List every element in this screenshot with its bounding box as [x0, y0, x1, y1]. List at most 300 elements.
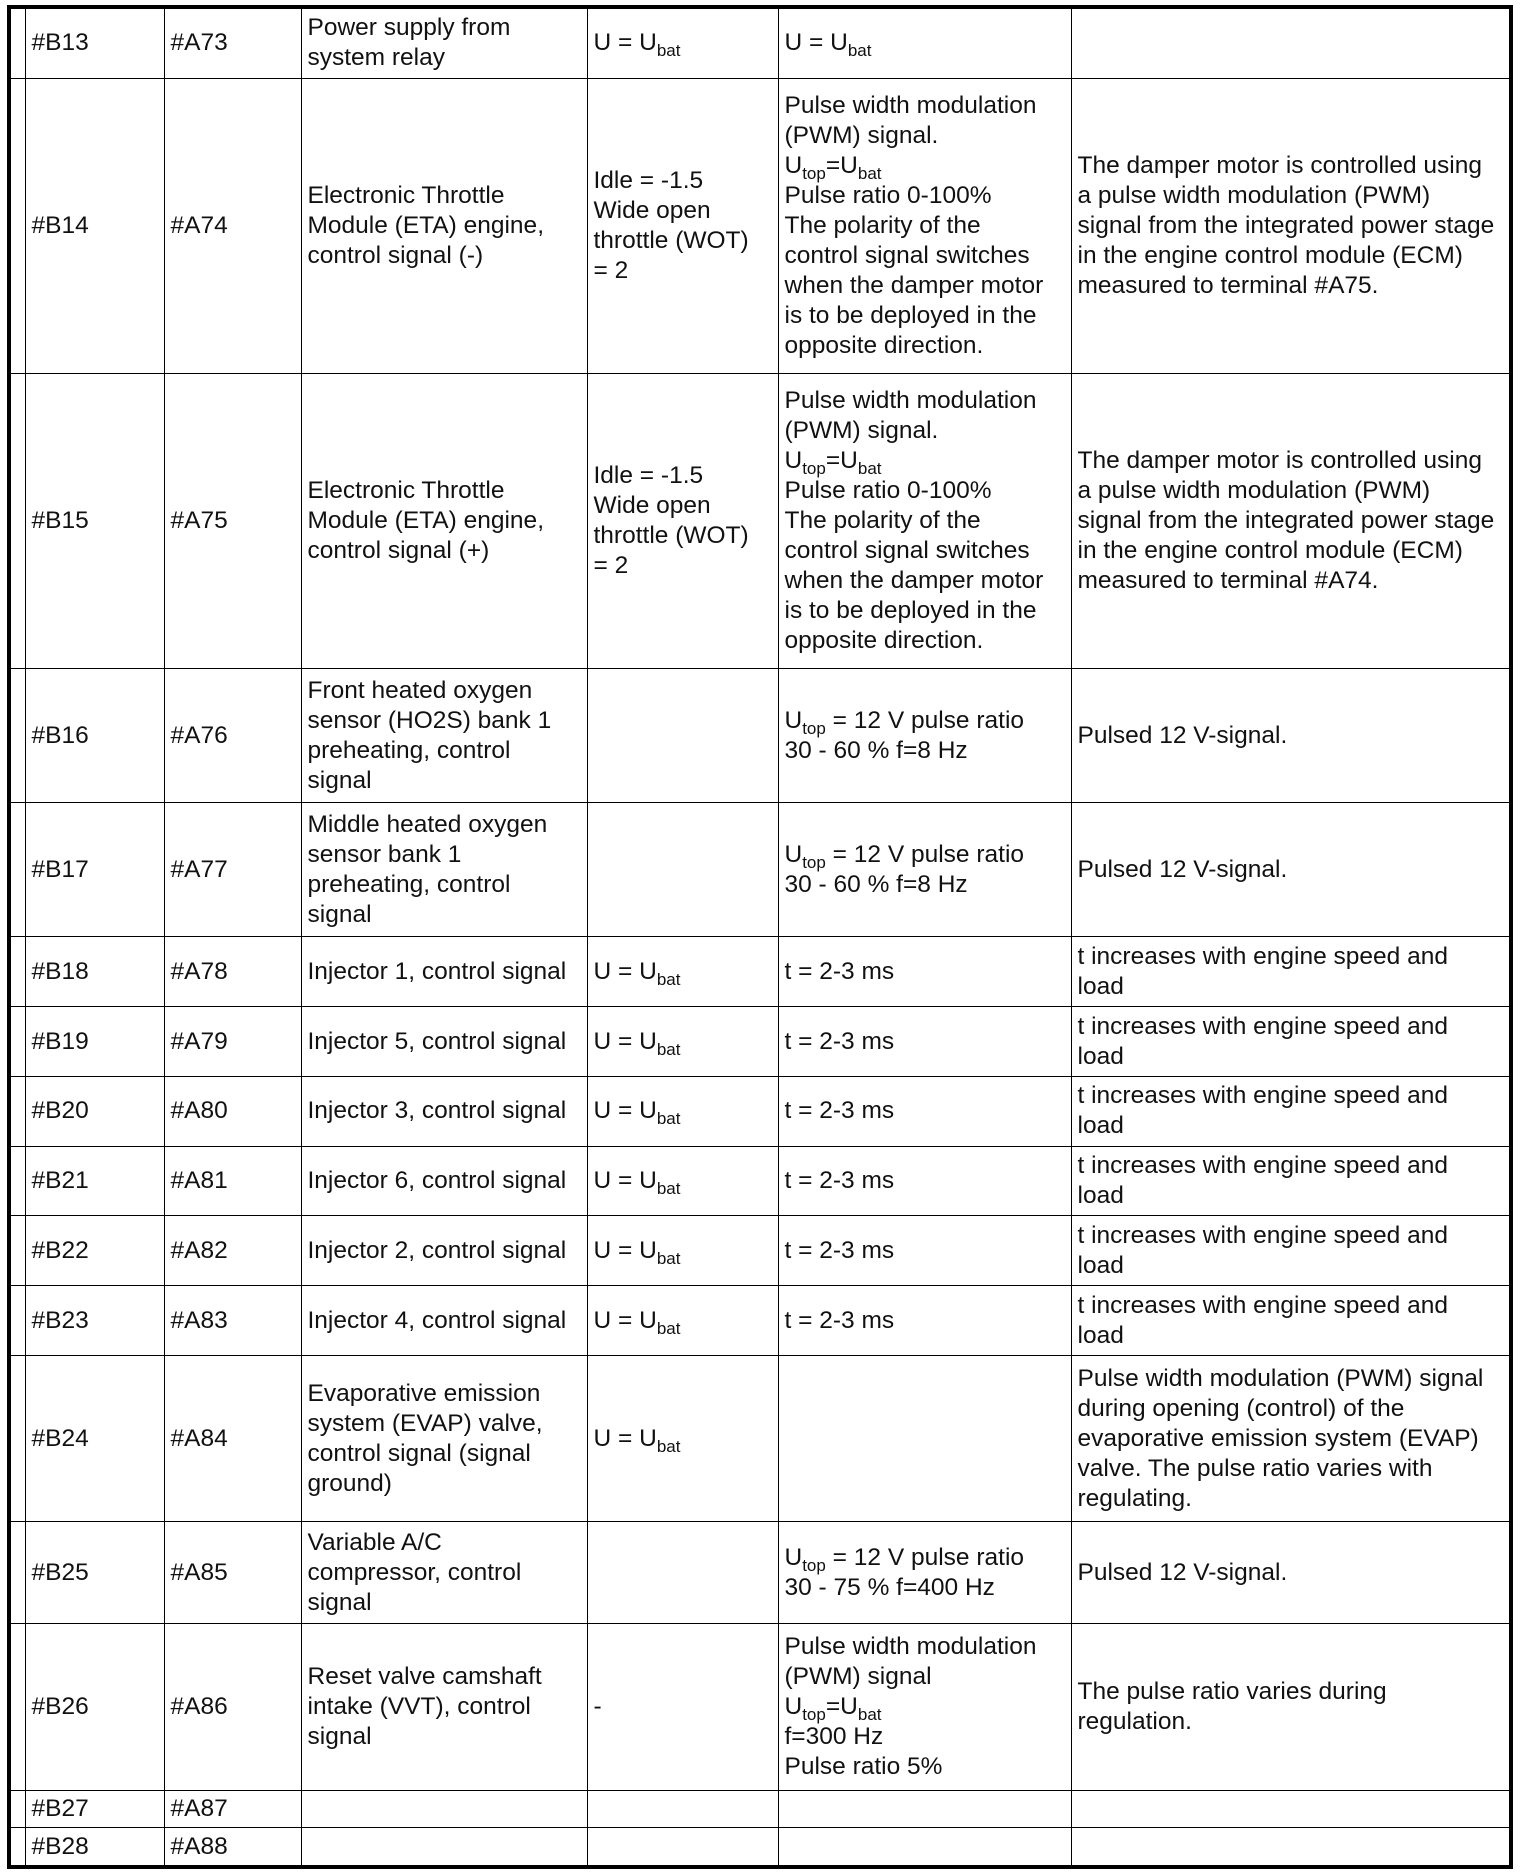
- description-line: Front heated oxygen: [307, 676, 533, 704]
- description-cell: [301, 1624, 587, 1790]
- pin-a-cell: #A87: [164, 1790, 301, 1828]
- text-run: Pulse ratio 5%: [784, 1752, 943, 1780]
- pin-b-cell: #B17: [25, 803, 164, 937]
- value-line: [594, 1027, 773, 1057]
- row-margin: [9, 78, 25, 373]
- description-cell: [301, 937, 587, 1007]
- table-row: [9, 7, 1511, 78]
- nominal-value-cell: [587, 1216, 778, 1286]
- value-line: [785, 1662, 1066, 1692]
- note-line: valve. The pulse ratio varies with: [1077, 1454, 1433, 1482]
- description-line: Evaporative emission: [307, 1379, 541, 1407]
- description-line: Injector 4, control signal: [307, 1306, 567, 1334]
- pin-b-cell: #B16: [25, 669, 164, 803]
- value-line: [785, 1027, 1066, 1057]
- note-line: signal from the integrated power stage: [1077, 211, 1495, 239]
- subscript: top: [802, 1704, 826, 1724]
- note-line: Pulse width modulation (PWM) signal: [1077, 1364, 1484, 1392]
- table-row: [9, 1076, 1511, 1146]
- row-margin: [9, 1076, 25, 1146]
- note-line: t increases with engine speed and: [1077, 1012, 1448, 1040]
- nominal-value-cell: [587, 1624, 778, 1790]
- signal-value-cell: [778, 669, 1071, 803]
- table-row: [9, 803, 1511, 937]
- note-line: during opening (control) of the: [1077, 1394, 1405, 1422]
- text-run: control signal switches: [784, 241, 1030, 269]
- text-run: is to be deployed in the: [784, 301, 1037, 329]
- description-line: Injector 3, control signal: [307, 1097, 567, 1125]
- signal-value-cell: [778, 1286, 1071, 1356]
- pin-b-cell: #B19: [25, 1007, 164, 1077]
- pin-a-cell: #A81: [164, 1146, 301, 1216]
- value-line: [594, 1306, 773, 1336]
- description-cell: [301, 78, 587, 373]
- description-line: Injector 5, control signal: [307, 1027, 567, 1055]
- description-line: ground): [307, 1469, 392, 1497]
- text-run: Pulse width modulation: [784, 387, 1037, 415]
- nominal-value-cell: [587, 1146, 778, 1216]
- row-margin: [9, 1146, 25, 1216]
- note-line: The damper motor is controlled using: [1077, 447, 1482, 475]
- signal-value-cell: [778, 1790, 1071, 1828]
- value-line: [594, 957, 773, 987]
- signal-value-cell: [778, 1624, 1071, 1790]
- description-line: Power supply from: [307, 14, 511, 42]
- subscript: top: [802, 1555, 826, 1575]
- note-line: Pulsed 12 V-signal.: [1077, 1558, 1288, 1586]
- note-cell: [1071, 669, 1511, 803]
- value-line: [785, 151, 1066, 181]
- row-margin: [9, 1355, 25, 1521]
- nominal-value-cell: [587, 803, 778, 937]
- description-cell: [301, 1076, 587, 1146]
- text-run: U = U: [593, 1097, 657, 1125]
- description-cell: [301, 1216, 587, 1286]
- note-line: Pulsed 12 V-signal.: [1077, 855, 1288, 883]
- text-run: 30 - 75 % f=400 Hz: [784, 1573, 995, 1601]
- description-line: Injector 6, control signal: [307, 1167, 567, 1195]
- pin-a-cell: #A76: [164, 669, 301, 803]
- pin-a-cell: #A85: [164, 1522, 301, 1624]
- value-line: [785, 566, 1066, 596]
- signal-value-cell: [778, 1355, 1071, 1521]
- nominal-value-cell: [587, 937, 778, 1007]
- description-line: compressor, control: [307, 1558, 522, 1586]
- row-margin: [9, 7, 25, 78]
- value-line: [594, 1236, 773, 1266]
- description-line: system (EVAP) valve,: [307, 1409, 543, 1437]
- pin-b-cell: #B21: [25, 1146, 164, 1216]
- pin-a-cell: #A84: [164, 1355, 301, 1521]
- table-row: [9, 1286, 1511, 1356]
- pin-b-cell: #B14: [25, 78, 164, 373]
- table-row: [9, 669, 1511, 803]
- value-line: [785, 271, 1066, 301]
- text-run: = 2: [593, 552, 629, 580]
- description-line: Variable A/C: [307, 1528, 442, 1556]
- signal-value-cell: [778, 1007, 1071, 1077]
- note-line: measured to terminal #A75.: [1077, 271, 1379, 299]
- note-cell: [1071, 1790, 1511, 1828]
- text-run: =U: [825, 447, 858, 475]
- text-run: U: [784, 1543, 803, 1571]
- description-line: preheating, control: [307, 736, 511, 764]
- value-line: [785, 386, 1066, 416]
- text-run: U = U: [593, 1027, 657, 1055]
- description-line: Module (ETA) engine,: [307, 507, 544, 535]
- text-run: =U: [825, 151, 858, 179]
- pin-a-cell: #A86: [164, 1624, 301, 1790]
- text-run: U = U: [593, 1236, 657, 1264]
- text-run: Pulse width modulation: [784, 91, 1037, 119]
- text-run: -: [593, 1692, 602, 1720]
- note-cell: [1071, 1216, 1511, 1286]
- value-line: [785, 1632, 1066, 1662]
- text-run: U = U: [593, 957, 657, 985]
- value-line: [785, 840, 1066, 870]
- nominal-value-cell: [587, 1828, 778, 1867]
- note-line: in the engine control module (ECM): [1077, 241, 1463, 269]
- description-cell: [301, 374, 587, 669]
- pin-b-cell: #B25: [25, 1522, 164, 1624]
- description-line: control signal (-): [307, 241, 484, 269]
- value-line: [594, 461, 773, 491]
- value-line: [594, 226, 773, 256]
- note-line: Pulsed 12 V-signal.: [1077, 721, 1288, 749]
- text-run: opposite direction.: [784, 627, 984, 655]
- note-line: t increases with engine speed and: [1077, 1152, 1448, 1180]
- table-row: [9, 1522, 1511, 1624]
- value-line: [785, 331, 1066, 361]
- value-line: [593, 28, 773, 61]
- value-line: [785, 506, 1066, 536]
- nominal-value-cell: [587, 1076, 778, 1146]
- nominal-value-cell: [587, 1355, 778, 1521]
- value-line: [785, 706, 1066, 736]
- signal-value-cell: [778, 1076, 1071, 1146]
- text-run: t = 2-3 ms: [784, 1236, 895, 1264]
- signal-value-cell: [778, 7, 1071, 78]
- note-cell: [1071, 937, 1511, 1007]
- description-line: system relay: [307, 44, 446, 72]
- description-cell: [301, 1286, 587, 1356]
- description-cell: [301, 7, 587, 78]
- text-run: Pulse width modulation: [784, 1632, 1037, 1660]
- text-run: control signal switches: [784, 537, 1030, 565]
- subscript: bat: [656, 1179, 681, 1199]
- value-line: [594, 1692, 773, 1722]
- text-run: throttle (WOT): [593, 226, 749, 254]
- row-margin: [9, 1286, 25, 1356]
- note-line: t increases with engine speed and: [1077, 1082, 1448, 1110]
- pin-b-cell: #B24: [25, 1355, 164, 1521]
- subscript: bat: [857, 459, 882, 479]
- text-run: Idle = -1.5: [593, 462, 704, 490]
- note-line: t increases with engine speed and: [1077, 1291, 1448, 1319]
- value-line: [594, 521, 773, 551]
- table-row: [9, 937, 1511, 1007]
- note-cell: [1071, 1007, 1511, 1077]
- note-cell: [1071, 803, 1511, 937]
- table-row: [9, 1007, 1511, 1077]
- description-line: signal: [307, 900, 372, 928]
- text-run: f=300 Hz: [784, 1722, 884, 1750]
- text-run: = 2: [593, 256, 629, 284]
- row-margin: [9, 1522, 25, 1624]
- note-cell: [1071, 78, 1511, 373]
- description-line: signal: [307, 1722, 372, 1750]
- text-run: = 12 V pulse ratio: [825, 1543, 1025, 1571]
- text-run: U = U: [593, 1306, 657, 1334]
- note-cell: [1071, 1624, 1511, 1790]
- subscript: bat: [656, 1039, 681, 1059]
- subscript: bat: [656, 1109, 681, 1129]
- note-cell: [1071, 1828, 1511, 1867]
- value-line: [594, 1424, 773, 1454]
- value-line: [785, 241, 1066, 271]
- value-line: [785, 416, 1066, 446]
- pin-a-cell: #A80: [164, 1076, 301, 1146]
- pin-table: [7, 5, 1513, 1869]
- value-line: [785, 536, 1066, 566]
- pin-a-cell: #A82: [164, 1216, 301, 1286]
- value-line: [594, 196, 773, 226]
- note-cell: [1071, 1146, 1511, 1216]
- value-line: [785, 957, 1066, 987]
- row-margin: [9, 669, 25, 803]
- value-line: [785, 301, 1066, 331]
- subscript: bat: [656, 1436, 681, 1456]
- pin-b-cell: #B20: [25, 1076, 164, 1146]
- table-row: [9, 1828, 1511, 1867]
- description-line: intake (VVT), control: [307, 1692, 531, 1720]
- description-line: Reset valve camshaft: [307, 1662, 542, 1690]
- description-line: Injector 2, control signal: [307, 1236, 567, 1264]
- note-line: load: [1077, 1042, 1124, 1070]
- note-line: The pulse ratio varies during: [1077, 1677, 1387, 1705]
- nominal-value-cell: [587, 1007, 778, 1077]
- note-line: load: [1077, 1321, 1124, 1349]
- pin-b-cell: #B28: [25, 1828, 164, 1867]
- text-run: U: [784, 706, 803, 734]
- value-line: [785, 1166, 1066, 1196]
- description-line: control signal (signal: [307, 1439, 531, 1467]
- row-margin: [9, 937, 25, 1007]
- nominal-value-cell: [587, 669, 778, 803]
- text-run: t = 2-3 ms: [784, 1027, 895, 1055]
- value-line: [594, 491, 773, 521]
- pin-b-cell: #B13: [25, 7, 164, 78]
- text-run: Wide open: [593, 196, 711, 224]
- text-run: (PWM) signal: [784, 1662, 932, 1690]
- table-row: [9, 1146, 1511, 1216]
- description-cell: [301, 1790, 587, 1828]
- text-run: Pulse ratio 0-100%: [784, 477, 992, 505]
- signal-value-cell: [778, 1146, 1071, 1216]
- row-margin: [9, 1790, 25, 1828]
- description-line: Electronic Throttle: [307, 477, 505, 505]
- table-row: [9, 1216, 1511, 1286]
- description-cell: [301, 1355, 587, 1521]
- note-line: load: [1077, 972, 1124, 1000]
- value-line: [785, 1096, 1066, 1126]
- pin-a-cell: #A88: [164, 1828, 301, 1867]
- value-line: [594, 256, 773, 286]
- description-cell: [301, 1522, 587, 1624]
- text-run: 30 - 60 % f=8 Hz: [784, 870, 968, 898]
- text-run: = 12 V pulse ratio: [825, 706, 1025, 734]
- note-cell: [1071, 1286, 1511, 1356]
- text-run: opposite direction.: [784, 331, 984, 359]
- text-run: =U: [825, 1692, 858, 1720]
- nominal-value-cell: [587, 1790, 778, 1828]
- text-run: t = 2-3 ms: [784, 1097, 895, 1125]
- note-line: measured to terminal #A74.: [1077, 567, 1379, 595]
- text-run: throttle (WOT): [593, 522, 749, 550]
- value-line: [785, 626, 1066, 656]
- pin-b-cell: #B15: [25, 374, 164, 669]
- pin-b-cell: #B23: [25, 1286, 164, 1356]
- description-cell: [301, 803, 587, 937]
- description-line: Electronic Throttle: [307, 181, 505, 209]
- note-line: evaporative emission system (EVAP): [1077, 1424, 1479, 1452]
- value-line: [593, 1096, 773, 1129]
- pin-b-cell: #B27: [25, 1790, 164, 1828]
- description-line: signal: [307, 1588, 372, 1616]
- text-run: (PWM) signal.: [784, 121, 939, 149]
- note-cell: [1071, 1522, 1511, 1624]
- text-run: when the damper motor: [784, 271, 1044, 299]
- note-line: regulating.: [1077, 1484, 1192, 1512]
- description-cell: [301, 1146, 587, 1216]
- note-line: load: [1077, 1112, 1124, 1140]
- signal-value-cell: [778, 374, 1071, 669]
- signal-value-cell: [778, 78, 1071, 373]
- note-line: load: [1077, 1182, 1124, 1210]
- pin-table-body: [9, 7, 1511, 1867]
- nominal-value-cell: [587, 7, 778, 78]
- row-margin: [9, 1828, 25, 1867]
- pin-a-cell: #A79: [164, 1007, 301, 1077]
- value-line: [785, 1306, 1066, 1336]
- pin-a-cell: #A75: [164, 374, 301, 669]
- note-line: a pulse width modulation (PWM): [1077, 181, 1431, 209]
- text-run: (PWM) signal.: [784, 417, 939, 445]
- note-line: regulation.: [1077, 1707, 1192, 1735]
- nominal-value-cell: [587, 1522, 778, 1624]
- value-line: [784, 446, 1066, 479]
- note-line: load: [1077, 1251, 1124, 1279]
- value-line: [785, 870, 1066, 900]
- note-line: in the engine control module (ECM): [1077, 537, 1463, 565]
- subscript: bat: [656, 1318, 681, 1338]
- value-line: [785, 91, 1066, 121]
- table-row: [9, 1790, 1511, 1828]
- value-line: [784, 28, 1066, 61]
- row-margin: [9, 1624, 25, 1790]
- table-row: [9, 78, 1511, 373]
- value-line: [785, 476, 1066, 506]
- text-run: = 12 V pulse ratio: [825, 840, 1025, 868]
- nominal-value-cell: [587, 1286, 778, 1356]
- text-run: 30 - 60 % f=8 Hz: [784, 736, 968, 764]
- note-cell: [1071, 1355, 1511, 1521]
- text-run: U = U: [784, 29, 848, 57]
- signal-value-cell: [778, 1216, 1071, 1286]
- value-line: [785, 211, 1066, 241]
- nominal-value-cell: [587, 78, 778, 373]
- subscript: top: [802, 459, 826, 479]
- text-run: U: [784, 1692, 803, 1720]
- row-margin: [9, 1007, 25, 1077]
- value-line: [785, 596, 1066, 626]
- description-line: Injector 1, control signal: [307, 957, 567, 985]
- text-run: The polarity of the: [784, 211, 981, 239]
- description-line: Middle heated oxygen: [307, 810, 548, 838]
- note-line: signal from the integrated power stage: [1077, 507, 1495, 535]
- text-run: t = 2-3 ms: [784, 1167, 895, 1195]
- text-run: when the damper motor: [784, 567, 1044, 595]
- text-run: Wide open: [593, 492, 711, 520]
- text-run: U = U: [593, 29, 657, 57]
- table-row: [9, 1624, 1511, 1790]
- subscript: bat: [857, 1704, 882, 1724]
- value-line: [594, 551, 773, 581]
- note-cell: [1071, 1076, 1511, 1146]
- note-line: The damper motor is controlled using: [1077, 151, 1482, 179]
- note-line: a pulse width modulation (PWM): [1077, 477, 1431, 505]
- text-run: U: [784, 447, 803, 475]
- subscript: bat: [847, 41, 872, 61]
- text-run: U: [784, 840, 803, 868]
- subscript: top: [802, 163, 826, 183]
- subscript: bat: [656, 41, 681, 61]
- value-line: [785, 1543, 1066, 1573]
- text-run: The polarity of the: [784, 507, 981, 535]
- subscript: top: [802, 852, 826, 872]
- nominal-value-cell: [587, 374, 778, 669]
- subscript: bat: [656, 969, 681, 989]
- signal-value-cell: [778, 937, 1071, 1007]
- signal-value-cell: [778, 1828, 1071, 1867]
- text-run: Pulse ratio 0-100%: [784, 181, 992, 209]
- value-line: [785, 736, 1066, 766]
- description-cell: [301, 1828, 587, 1867]
- row-margin: [9, 803, 25, 937]
- value-line: [785, 181, 1066, 211]
- pin-b-cell: #B22: [25, 1216, 164, 1286]
- text-run: is to be deployed in the: [784, 597, 1037, 625]
- text-run: U: [784, 151, 803, 179]
- signal-value-cell: [778, 1522, 1071, 1624]
- pin-a-cell: #A73: [164, 7, 301, 78]
- value-line: [594, 166, 773, 196]
- pin-a-cell: #A83: [164, 1286, 301, 1356]
- text-run: t = 2-3 ms: [784, 957, 895, 985]
- pin-b-cell: #B26: [25, 1624, 164, 1790]
- description-line: Module (ETA) engine,: [307, 211, 544, 239]
- value-line: [785, 1722, 1066, 1752]
- note-line: t increases with engine speed and: [1077, 942, 1448, 970]
- note-cell: [1071, 374, 1511, 669]
- text-run: Idle = -1.5: [593, 166, 704, 194]
- pin-b-cell: #B18: [25, 937, 164, 1007]
- description-cell: [301, 669, 587, 803]
- signal-value-cell: [778, 803, 1071, 937]
- table-row: [9, 374, 1511, 669]
- pin-a-cell: #A78: [164, 937, 301, 1007]
- pin-a-cell: #A77: [164, 803, 301, 937]
